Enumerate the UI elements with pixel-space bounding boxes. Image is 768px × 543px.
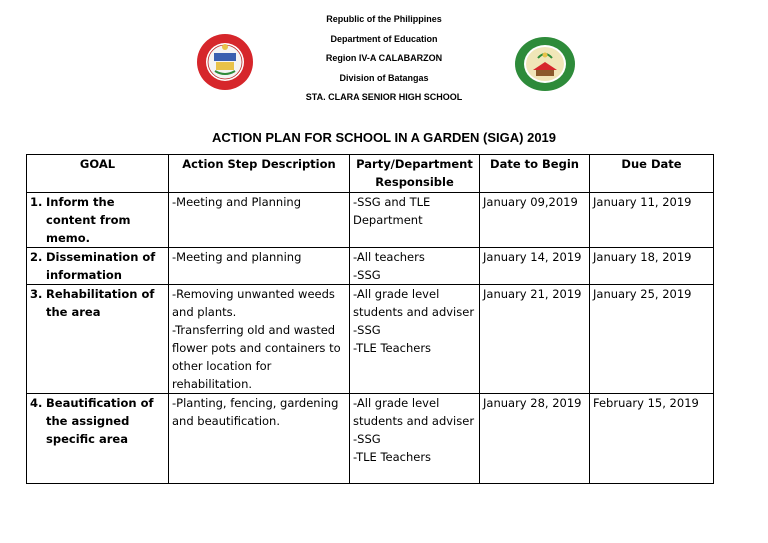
party-cell [350,394,480,484]
table-row [27,193,714,248]
goal-cell [27,248,169,285]
due-date-cell: February 15, 2019 [590,394,714,484]
party-cell [350,285,480,394]
header-region: Region IV-A CALABARZON [325,53,443,63]
table-row [27,248,714,285]
due-date-cell: January 11, 2019 [590,193,714,248]
party-line: -TLE Teachers [353,341,432,355]
party-line: -SSG [353,323,381,337]
goal-text: Dissemination of information [46,250,156,282]
action-cell [169,248,350,285]
header-goal: GOAL [27,155,169,193]
header-action-step: Action Step Description [169,155,350,193]
action-line: -Planting, fencing, gardening and beautification. [172,396,339,428]
action-plan-table [26,154,714,484]
action-line: -Transferring old and wasted flower pots and containers to other location for rehabilitation. [172,323,341,391]
action-line: -Meeting and Planning [172,195,301,209]
header-division: Division of Batangas [339,72,429,83]
begin-date-cell: January 21, 2019 [480,285,590,394]
goal-text: Beautification of the assigned specific area [46,396,154,446]
header-republic: Republic of the Philippines [326,14,442,24]
party-line: -All grade level students and adviser [353,287,475,319]
goal-cell [27,285,169,394]
document-header [0,10,768,108]
action-cell [169,285,350,394]
action-line: -Meeting and planning [172,250,302,264]
party-line: -All grade level students and adviser [353,396,475,428]
goal-text: Rehabilitation of the area [46,287,155,319]
goal-number: 1. [30,195,43,209]
header-due-date: Due Date [590,155,714,193]
begin-date-cell: January 09,2019 [480,193,590,248]
header-department: Department of Education [330,33,438,44]
begin-date-cell: January 14, 2019 [480,248,590,285]
action-line: -Removing unwanted weeds and plants. [172,287,335,319]
party-line: -SSG [353,432,381,446]
party-cell [350,193,480,248]
action-cell [169,394,350,484]
goal-number: 3. [30,287,43,301]
party-cell [350,248,480,285]
document-title: ACTION PLAN FOR SCHOOL IN A GARDEN (SIGA) 2019 [211,130,557,145]
due-date-cell: January 25, 2019 [590,285,714,394]
action-cell [169,193,350,248]
party-line: -SSG [353,268,381,282]
header-date-begin: Date to Begin [480,155,590,193]
table-row [27,285,714,394]
goal-text: Inform the content from memo. [46,195,131,245]
goal-number: 4. [30,396,43,410]
goal-number: 2. [30,250,43,264]
deped-seal-icon [196,33,254,91]
party-line: -TLE Teachers [353,450,432,464]
goal-cell [27,394,169,484]
school-seal-icon [514,36,576,92]
due-date-cell: January 18, 2019 [590,248,714,285]
header-party-responsible: Party/Department Responsible [350,155,480,193]
party-line: -All teachers [353,250,425,264]
party-line: -SSG and TLE Department [353,195,431,227]
table-header-row [27,155,714,193]
goal-cell [27,193,169,248]
table-row [27,394,714,484]
begin-date-cell: January 28, 2019 [480,394,590,484]
header-school: STA. CLARA SENIOR HIGH SCHOOL [305,92,463,102]
